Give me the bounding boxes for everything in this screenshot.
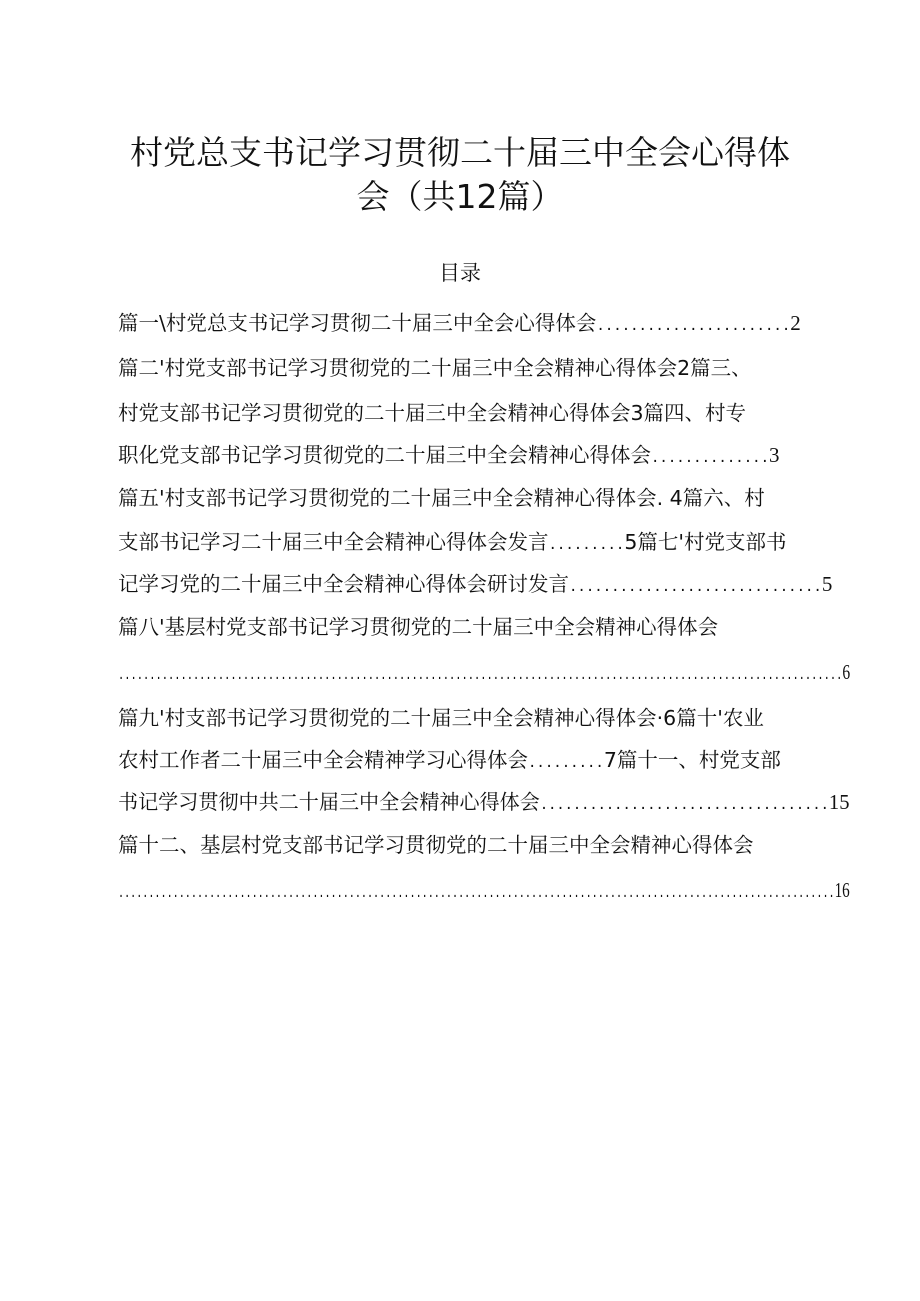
document-title-line-2: 会（共12篇） <box>356 177 564 216</box>
toc-leader-dots: ....................... <box>596 318 791 334</box>
toc-line <box>118 308 801 341</box>
toc-line <box>118 483 765 513</box>
toc-leader-dots: ................................... <box>539 797 829 813</box>
toc-entry-text: 篇二'村党支部书记学习贯彻党的二十届三中全会精神心得体会2篇三、 <box>118 356 752 380</box>
toc-line <box>118 745 781 778</box>
toc-leader-dots: ......... <box>548 537 625 553</box>
toc-line <box>118 353 752 383</box>
toc-page-number: 16 <box>834 878 850 902</box>
toc-line <box>118 527 787 560</box>
toc-line <box>118 569 832 602</box>
toc-leader-dots: .............................. <box>569 579 822 595</box>
toc-line <box>118 787 850 820</box>
toc-page-number: 3 <box>769 443 780 467</box>
toc-line <box>118 830 754 860</box>
toc-line <box>118 398 746 428</box>
toc-leader-dots: ...................................................................................................................... <box>118 885 835 901</box>
toc-entry-text: 篇一\村党总支书记学习贯彻二十届三中全会心得体会 <box>118 311 597 335</box>
toc-line <box>118 703 764 733</box>
toc-entry-text: 职化党支部书记学习贯彻党的二十届三中全会精神心得体会 <box>118 443 651 467</box>
toc-page-number: 2 <box>790 311 801 335</box>
toc-entry-text: 篇九'村支部书记学习贯彻党的二十届三中全会精神心得体会·6篇十'农业 <box>118 706 764 730</box>
toc-line <box>118 612 718 642</box>
toc-page-number: 5篇七'村党支部书 <box>624 530 787 554</box>
toc-entry-text: 村党支部书记学习贯彻党的二十届三中全会精神心得体会3篇四、村专 <box>118 401 747 425</box>
toc-page-number: 5 <box>821 572 833 596</box>
toc-line <box>118 875 850 908</box>
toc-entry-text: 篇五'村支部书记学习贯彻党的二十届三中全会精神心得体会. 4篇六、村 <box>118 486 765 510</box>
toc-entry-text: 书记学习贯彻中共二十届三中全会精神心得体会 <box>118 790 540 814</box>
toc-entry-text: 农村工作者二十届三中全会精神学习心得体会 <box>118 748 528 772</box>
toc-line <box>118 440 780 473</box>
toc-entry-text: 记学习党的二十届三中全会精神心得体会研讨发言 <box>118 572 569 596</box>
toc-entry-text: 篇十二、基层村党支部书记学习贯彻党的二十届三中全会精神心得体会 <box>118 833 754 857</box>
toc-entry-text: 支部书记学习二十届三中全会精神心得体会发言 <box>118 530 549 554</box>
document-title-line-1: 村党总支书记学习贯彻二十届三中全会心得体 <box>130 133 790 172</box>
toc-line <box>118 657 850 690</box>
toc-leader-dots: ......... <box>528 755 604 771</box>
toc-leader-dots: .................................................................................................................... <box>118 667 843 683</box>
toc-heading: 目录 <box>439 261 481 285</box>
toc-page-number: 15 <box>828 790 850 814</box>
toc-leader-dots: .............. <box>651 450 770 466</box>
toc-entry-text: 篇八'基层村党支部书记学习贯彻党的二十届三中全会精神心得体会 <box>118 615 719 639</box>
toc-page-number: 7篇十一、村党支部 <box>603 748 781 772</box>
toc-page-number: 6 <box>842 660 851 684</box>
